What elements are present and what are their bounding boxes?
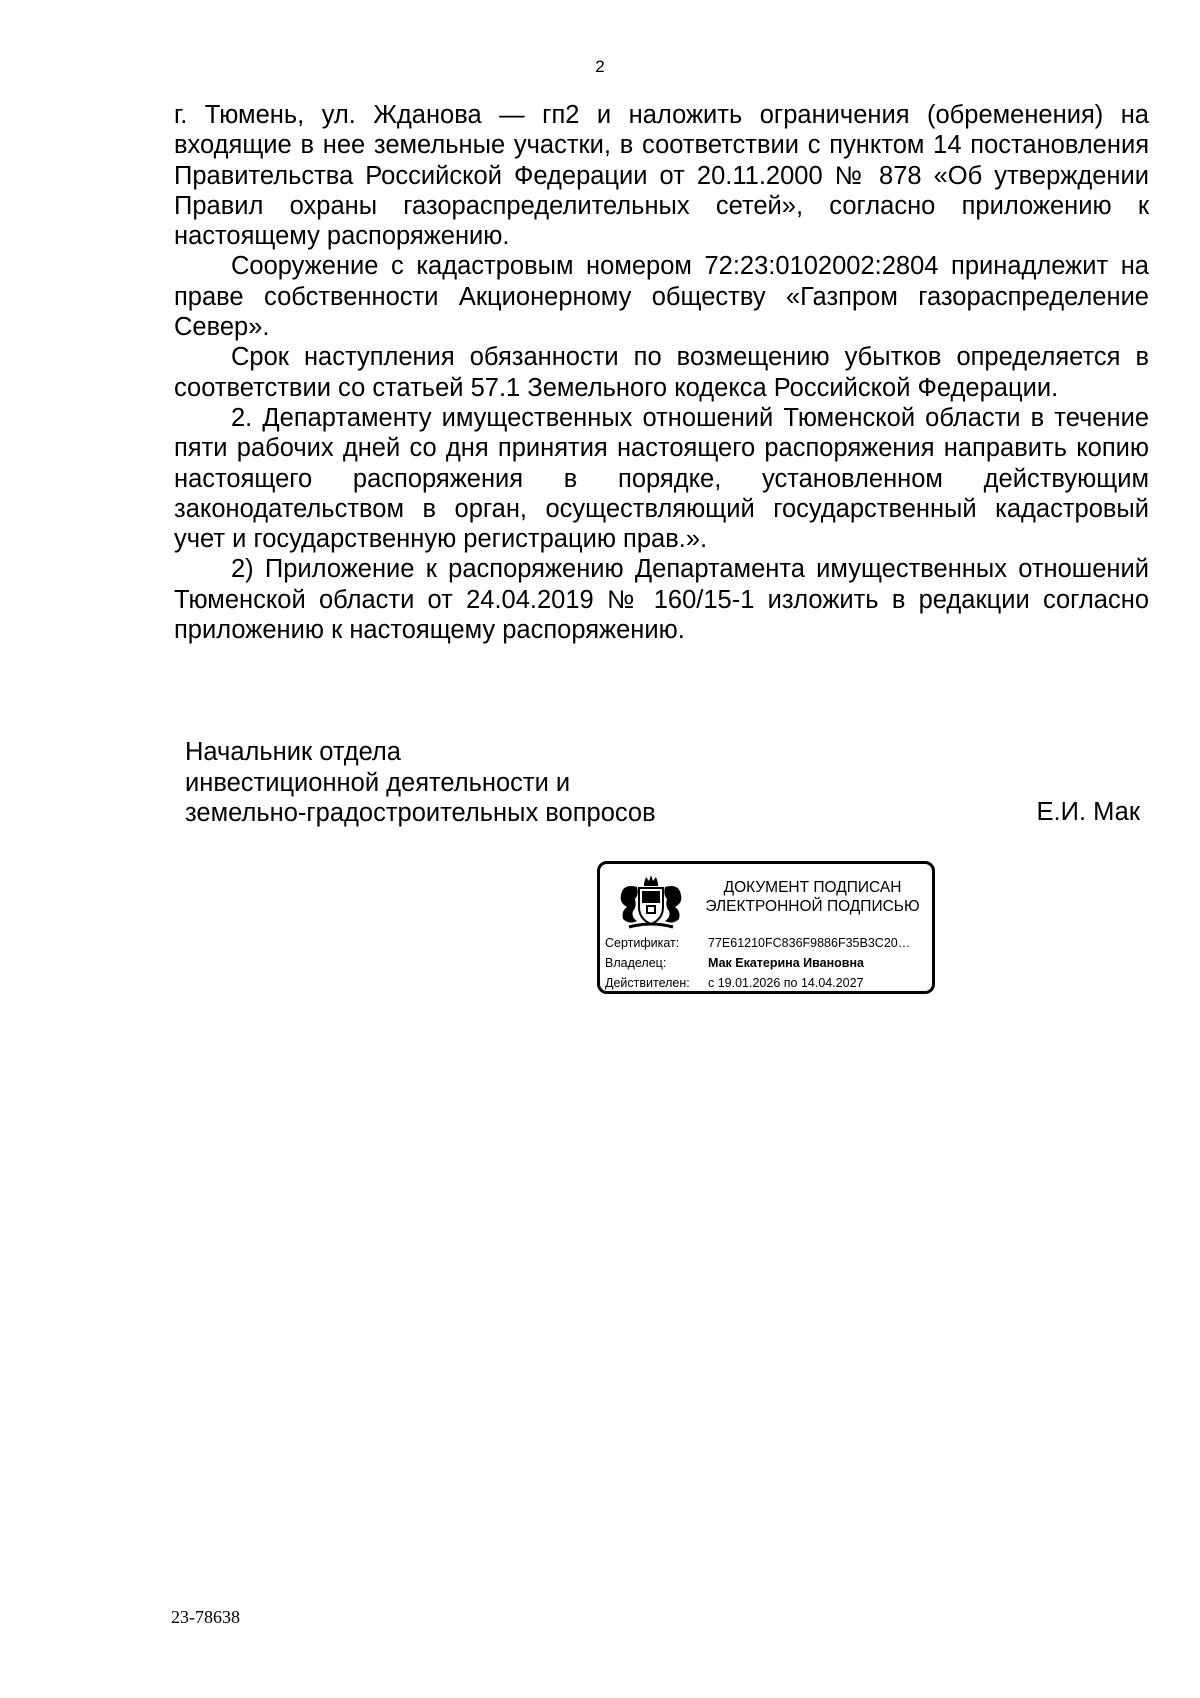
owner-label: Владелец: [605, 956, 667, 970]
certificate-value: 77E61210FC836F9886F35B3C20… [708, 936, 911, 950]
owner-row [605, 953, 910, 973]
validity-label: Действителен: [605, 976, 690, 990]
stamp-title-line: ЭЛЕКТРОННОЙ ПОДПИСЬЮ [705, 898, 920, 915]
validity-value: с 19.01.2026 по 14.04.2027 [708, 976, 864, 990]
paragraph: 2. Департаменту имущественных отношений Тюменской области в течение пяти рабочих дней со дня принятия настоящего распоряжения направить копию настоящего распоряжения в порядке, установленном действующим законодательством в орган, осуществляющий государственный кадастровый учет и государственную регистрацию прав.». [174, 403, 1149, 554]
tyumen-coat-of-arms-icon [611, 873, 691, 933]
certificate-label: Сертификат: [605, 936, 680, 950]
owner-value: Мак Екатерина Ивановна [708, 956, 864, 970]
signer-position-line: земельно-градостроительных вопросов [185, 799, 656, 827]
validity-row [605, 973, 910, 993]
electronic-signature-stamp [597, 861, 935, 994]
signer-position [185, 737, 656, 829]
signer-position-line: инвестиционной деятельности и [185, 768, 571, 797]
signer-name: Е.И. Мак [1036, 798, 1140, 826]
signer-position-line: Начальник отдела [185, 738, 401, 766]
stamp-title-line: ДОКУМЕНТ ПОДПИСАН [723, 879, 902, 896]
document-body [174, 100, 1149, 645]
paragraph: 2) Приложение к распоряжению Департамента имущественных отношений Тюменской области от 24.04.2019 № 160/15-1 изложить в редакции согласно приложению к настоящему распоряжению. [174, 555, 1149, 645]
certificate-row [605, 933, 910, 953]
page-number: 2 [595, 57, 605, 76]
paragraph: Сооружение с кадастровым номером 72:23:0102002:2804 принадлежит на праве собственности Акционерному обществу «Газпром газораспределение Север». [174, 252, 1149, 342]
paragraph: г. Тюмень, ул. Жданова — гп2 и наложить ограничения (обременения) на входящие в нее земельные участки, в соответствии с пунктом 14 постановления Правительства Российской Федерации от 20.11.2000 № 878 «Об утверждении Правил охраны газораспределительных сетей», согласно приложению к настоящему распоряжению. [174, 101, 1149, 251]
document-code: 23-78638 [171, 1607, 240, 1627]
paragraph: Срок наступления обязанности по возмещению убытков определяется в соответствии со статьей 57.1 Земельного кодекса Российской Федерации. [174, 343, 1149, 402]
